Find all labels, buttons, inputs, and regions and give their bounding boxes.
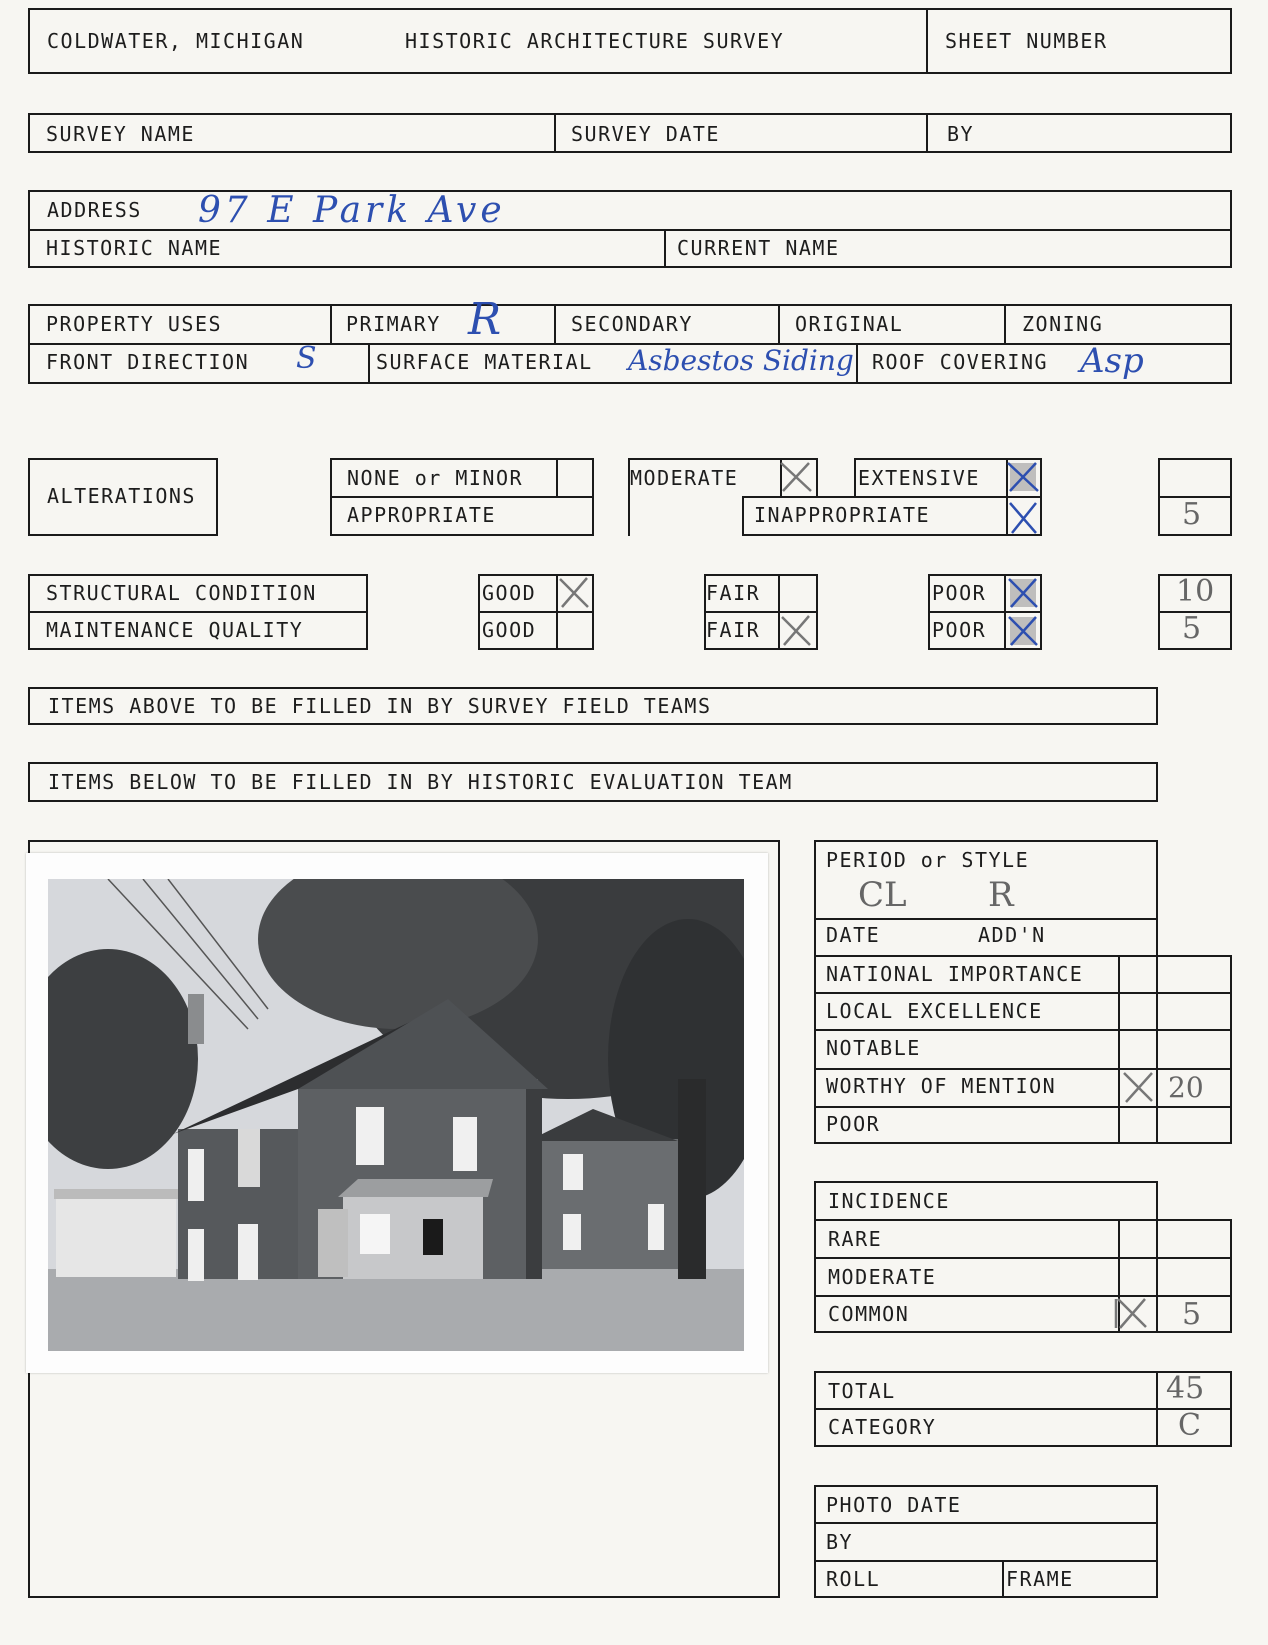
header-title: HISTORIC ARCHITECTURE SURVEY xyxy=(405,29,785,53)
common-check-mark[interactable] xyxy=(1112,1296,1148,1330)
historic-name-label: HISTORIC NAME xyxy=(46,236,223,260)
category-value[interactable]: C xyxy=(1178,1408,1201,1443)
good-label-structural: GOOD xyxy=(482,581,537,605)
good-label-maintenance: GOOD xyxy=(482,618,537,642)
photo-date-label: PHOTO DATE xyxy=(826,1493,962,1517)
front-direction-label: FRONT DIRECTION xyxy=(46,350,250,374)
national-importance-label: NATIONAL IMPORTANCE xyxy=(826,962,1084,986)
eval-line-poor xyxy=(814,1106,1232,1108)
sheet-number-label: SHEET NUMBER xyxy=(945,29,1108,53)
eval-checkbox-column xyxy=(1118,955,1120,1144)
structural-poor-check-mark[interactable] xyxy=(1005,576,1041,610)
address-value[interactable]: 97 E Park Ave xyxy=(198,190,506,231)
alt-moderate-right xyxy=(816,458,818,496)
inappropriate-check-mark[interactable] xyxy=(1005,500,1041,534)
extensive-label: EXTENSIVE xyxy=(858,466,980,490)
surface-material-value[interactable]: Asbestos Siding xyxy=(628,344,854,377)
eval-line-date xyxy=(814,918,1158,920)
eval-line-national xyxy=(814,955,1232,957)
name-divider xyxy=(664,229,666,268)
good-divider xyxy=(478,611,594,613)
addn-label: ADD'N xyxy=(978,923,1046,947)
period-style-value-2[interactable]: R xyxy=(988,875,1014,915)
inc-line-rare xyxy=(814,1219,1232,1221)
poor-label-maintenance: POOR xyxy=(932,618,987,642)
alterations-score[interactable]: 5 xyxy=(1182,497,1202,532)
appropriate-label: APPROPRIATE xyxy=(347,503,496,527)
structural-condition-label: STRUCTURAL CONDITION xyxy=(46,581,317,605)
photo-info-line-1 xyxy=(814,1522,1158,1524)
maintenance-poor-check-mark[interactable] xyxy=(1005,614,1041,648)
eval-poor-label: POOR xyxy=(826,1112,881,1136)
survey-divider-1 xyxy=(554,113,556,153)
local-excellence-label: LOCAL EXCELLENCE xyxy=(826,999,1043,1023)
photo-info-line-2 xyxy=(814,1560,1158,1562)
alterations-label: ALTERATIONS xyxy=(47,484,196,508)
photo-mount xyxy=(26,853,768,1373)
current-name-label: CURRENT NAME xyxy=(677,236,840,260)
category-label: CATEGORY xyxy=(828,1415,937,1439)
primary-value[interactable]: R xyxy=(468,294,502,345)
period-style-label: PERIOD or STYLE xyxy=(826,848,1030,872)
fair-label-structural: FAIR xyxy=(706,581,761,605)
common-score[interactable]: 5 xyxy=(1182,1297,1202,1332)
secondary-label: SECONDARY xyxy=(571,312,693,336)
survey-name-label: SURVEY NAME xyxy=(46,122,195,146)
survey-divider-2 xyxy=(926,113,928,153)
property-divider-5 xyxy=(368,343,370,384)
notable-label: NOTABLE xyxy=(826,1036,921,1060)
totals-value-column xyxy=(1156,1371,1158,1447)
inc-line-common xyxy=(814,1295,1232,1297)
maintenance-fair-check-mark[interactable] xyxy=(778,614,814,648)
header-divider xyxy=(926,8,928,74)
period-style-value-1[interactable]: CL xyxy=(858,875,907,915)
poor-divider xyxy=(928,611,1042,613)
fair-label-maintenance: FAIR xyxy=(706,618,761,642)
roof-covering-label: ROOF COVERING xyxy=(872,350,1049,374)
property-divider-2 xyxy=(554,304,556,344)
property-divider-1 xyxy=(330,304,332,344)
structural-good-check-mark[interactable] xyxy=(556,576,592,610)
inappropriate-label: INAPPROPRIATE xyxy=(754,503,931,527)
eval-line-notable xyxy=(814,1029,1232,1031)
photo-info-frame-divider xyxy=(1002,1560,1004,1598)
rare-label: RARE xyxy=(828,1227,883,1251)
worthy-check-mark[interactable] xyxy=(1120,1070,1156,1104)
incidence-label: INCIDENCE xyxy=(828,1189,950,1213)
inc-score-column-right xyxy=(1230,1219,1232,1333)
frame-label: FRAME xyxy=(1006,1567,1074,1591)
inc-line-moderate xyxy=(814,1257,1232,1259)
eval-line-worthy xyxy=(814,1068,1232,1070)
worthy-of-mention-label: WORTHY OF MENTION xyxy=(826,1074,1057,1098)
below-note: ITEMS BELOW TO BE FILLED IN BY HISTORIC EVALUATION TEAM xyxy=(48,770,793,794)
alt-inappropriate-left xyxy=(742,496,744,536)
totals-divider xyxy=(814,1408,1232,1410)
moderate-check-mark[interactable] xyxy=(778,460,814,494)
alt-left-divider xyxy=(330,496,594,498)
total-value[interactable]: 45 xyxy=(1166,1371,1205,1406)
extensive-check-mark[interactable] xyxy=(1005,460,1041,494)
condition-label-divider xyxy=(28,611,368,613)
primary-label: PRIMARY xyxy=(346,312,441,336)
eval-score-column-right xyxy=(1230,955,1232,1144)
original-label: ORIGINAL xyxy=(795,312,904,336)
roof-covering-value[interactable]: Asp xyxy=(1080,341,1144,381)
inc-moderate-label: MODERATE xyxy=(828,1265,937,1289)
inc-line-bottom xyxy=(814,1331,1232,1333)
moderate-label: MODERATE xyxy=(630,466,739,490)
zoning-label: ZONING xyxy=(1022,312,1104,336)
maintenance-score[interactable]: 5 xyxy=(1182,611,1202,646)
surface-material-label: SURFACE MATERIAL xyxy=(376,350,593,374)
property-divider-4 xyxy=(1004,304,1006,344)
house-photo-image xyxy=(48,879,744,1351)
structural-score[interactable]: 10 xyxy=(1176,574,1215,609)
property-uses-label: PROPERTY USES xyxy=(46,312,223,336)
common-label: COMMON xyxy=(828,1302,910,1326)
survey-by-label: BY xyxy=(947,122,975,146)
eval-line-bottom xyxy=(814,1142,1232,1144)
address-label: ADDRESS xyxy=(47,198,142,222)
roll-label: ROLL xyxy=(826,1567,881,1591)
alt-bottom-line xyxy=(742,534,1042,536)
survey-date-label: SURVEY DATE xyxy=(571,122,720,146)
total-label: TOTAL xyxy=(828,1379,896,1403)
date-label: DATE xyxy=(826,923,881,947)
none-minor-label: NONE or MINOR xyxy=(347,466,524,490)
maintenance-quality-label: MAINTENANCE QUALITY xyxy=(46,618,304,642)
alt-none-checkbox-line xyxy=(556,458,558,496)
worthy-score[interactable]: 20 xyxy=(1168,1071,1204,1104)
poor-label-structural: POOR xyxy=(932,581,987,605)
house-photo xyxy=(48,879,744,1351)
above-note: ITEMS ABOVE TO BE FILLED IN BY SURVEY FIELD TEAMS xyxy=(48,694,712,718)
header-city: COLDWATER, MICHIGAN xyxy=(47,29,305,53)
fair-divider xyxy=(704,611,818,613)
eval-line-local xyxy=(814,992,1232,994)
photo-by-label: BY xyxy=(826,1530,854,1554)
front-direction-value[interactable]: S xyxy=(296,341,317,376)
property-divider-6 xyxy=(856,343,858,384)
property-divider-3 xyxy=(778,304,780,344)
